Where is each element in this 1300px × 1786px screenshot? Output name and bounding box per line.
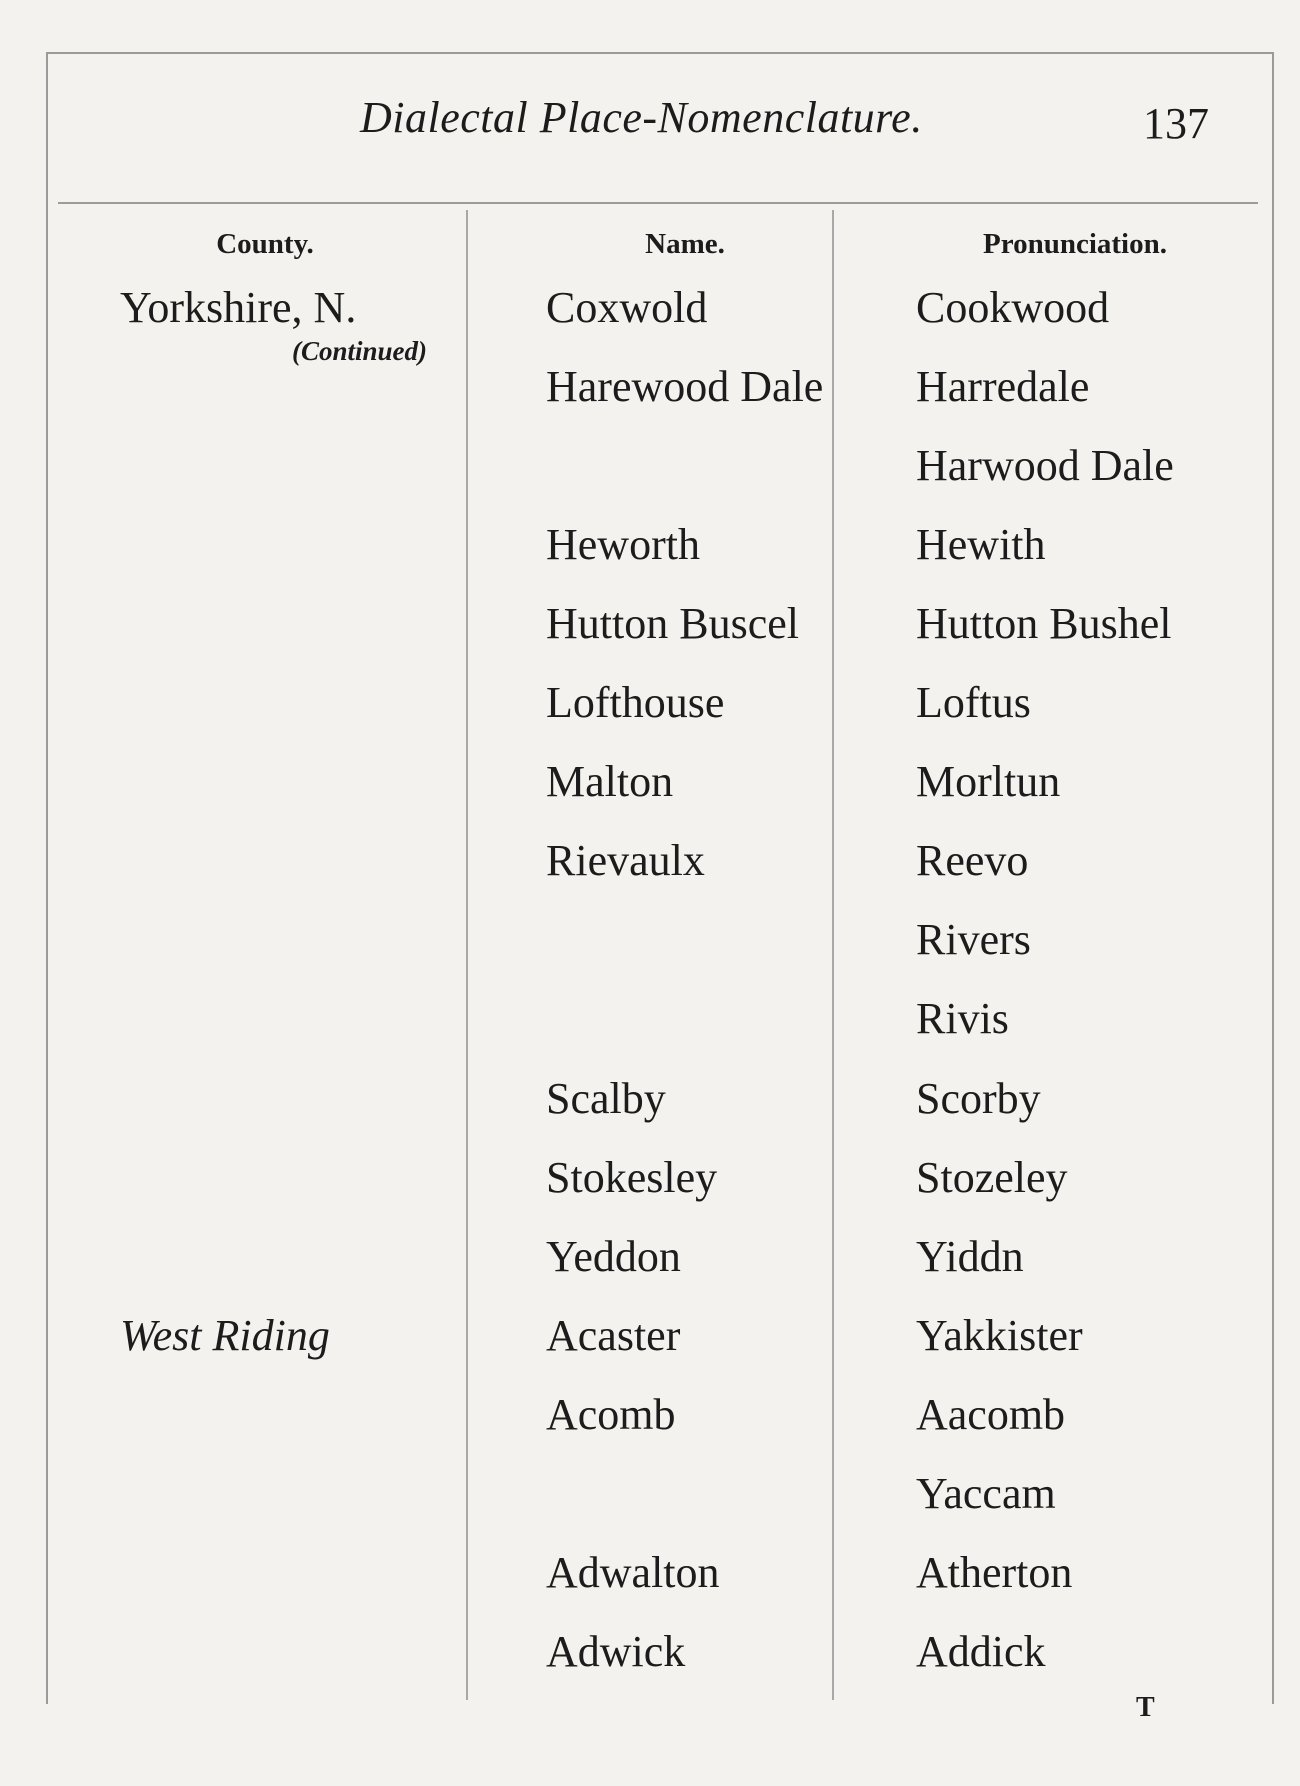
- table-row: [0, 835, 1300, 895]
- county-continued-note: (Continued): [292, 336, 428, 366]
- pronunciation: Hewith: [916, 520, 1046, 569]
- page-number: 137: [1143, 99, 1209, 148]
- pronunciation: Morltun: [916, 757, 1061, 806]
- place-name: Adwalton: [546, 1548, 720, 1597]
- table-row: [0, 1073, 1300, 1133]
- pronunciation: Yakkister: [916, 1311, 1083, 1360]
- pronunciation: Loftus: [916, 678, 1031, 727]
- table-row: [0, 1626, 1300, 1686]
- table-row: [0, 1310, 1300, 1370]
- table-row: [0, 519, 1300, 579]
- column-header-name: Name.: [645, 228, 725, 260]
- table-row: [0, 282, 1300, 342]
- table-row: [0, 440, 1300, 500]
- place-name: Adwick: [546, 1627, 686, 1676]
- pronunciation: Rivers: [916, 915, 1031, 964]
- place-name: Acaster: [546, 1311, 681, 1360]
- table-row: [0, 598, 1300, 658]
- signature-mark: T: [1136, 1692, 1155, 1723]
- place-name: Malton: [546, 757, 674, 806]
- pronunciation: Harwood Dale: [916, 441, 1174, 490]
- table-row: [0, 1152, 1300, 1212]
- table-row: [0, 993, 1300, 1053]
- table-row: [0, 1389, 1300, 1449]
- pronunciation: Scorby: [916, 1074, 1041, 1123]
- county-yorkshire-north: Yorkshire, N.: [120, 283, 357, 332]
- county-west-riding: West Riding: [120, 1311, 330, 1360]
- table-row: [0, 1547, 1300, 1607]
- pronunciation: Aacomb: [916, 1390, 1066, 1439]
- place-name: Scalby: [546, 1074, 666, 1123]
- table-row: [0, 756, 1300, 816]
- place-name: Harewood Dale: [546, 362, 824, 411]
- pronunciation: Harredale: [916, 362, 1090, 411]
- column-header-pronunciation: Pronunciation.: [983, 228, 1167, 260]
- table-row: [0, 677, 1300, 737]
- place-name: Lofthouse: [546, 678, 725, 727]
- place-name: Yeddon: [546, 1232, 681, 1281]
- place-name: Stokesley: [546, 1153, 718, 1202]
- place-name: Rievaulx: [546, 836, 705, 885]
- running-head: Dialectal Place-Nomenclature.: [360, 93, 923, 142]
- place-name: Coxwold: [546, 283, 708, 332]
- place-name: Heworth: [546, 520, 700, 569]
- place-name: Hutton Buscel: [546, 599, 799, 648]
- place-name: Acomb: [546, 1390, 676, 1439]
- pronunciation: Yaccam: [916, 1469, 1056, 1518]
- pronunciation: Addick: [916, 1627, 1046, 1676]
- table-row: [0, 1468, 1300, 1528]
- pronunciation: Yiddn: [916, 1232, 1024, 1281]
- table-row: [0, 361, 1300, 421]
- table-row: [0, 1231, 1300, 1291]
- pronunciation: Reevo: [916, 836, 1029, 885]
- pronunciation: Rivis: [916, 994, 1009, 1043]
- pronunciation: Hutton Bushel: [916, 599, 1172, 648]
- pronunciation: Cookwood: [916, 283, 1110, 332]
- pronunciation: Atherton: [916, 1548, 1073, 1597]
- column-header-county: County.: [216, 228, 314, 260]
- table-row: [0, 914, 1300, 974]
- pronunciation: Stozeley: [916, 1153, 1068, 1202]
